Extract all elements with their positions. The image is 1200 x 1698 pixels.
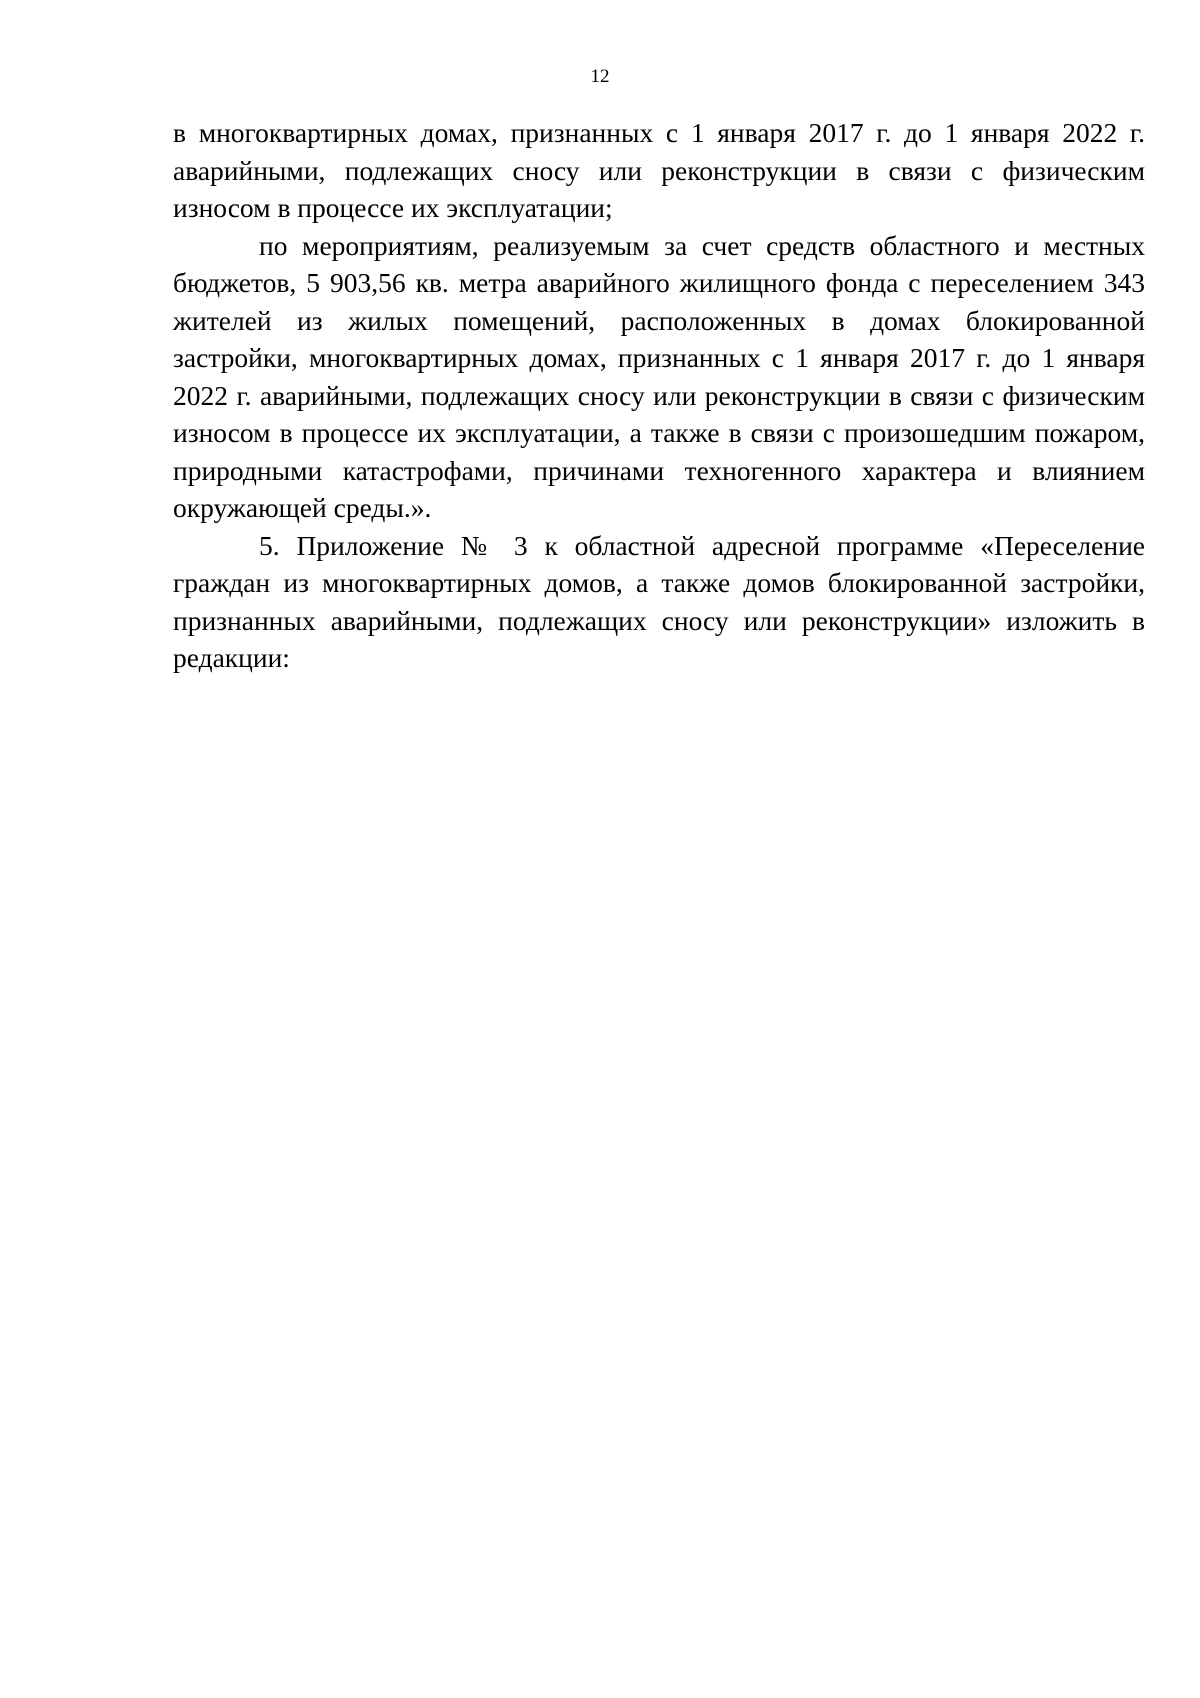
document-body [173,114,1145,677]
paragraph-regional-local-budget-measures: по мероприятиям, реализуемым за счет средств областного и местных бюджетов, 5 903,56 кв. метра аварийного жилищного фонда с переселением 343 жителей из жилых помещений, расположенных в домах блокированной застройки, многоквартирных домах, признанных с 1 января 2017 г. до 1 января 2022 г. аварийными, подлежащих сносу или реконструкции в связи с физическим износом в процессе их эксплуатации, а также в связи с произошедшим пожаром, природными катастрофами, причинами техногенного характера и влиянием окружающей среды.». [173,229,1145,523]
paragraph-continuation: в многоквартирных домах, признанных с 1 января 2017 г. до 1 января 2022 г. аварийными, подлежащих сносу или реконструкции в связи с физическим износом в процессе их эксплуатации; [173,117,1145,223]
paragraph-item-5-appendix-3: 5. Приложение № 3 к областной адресной программе «Переселение граждан из многоквартирных домов, а также домов блокированной застройки, признанных аварийными, подлежащих сносу или реконструкции» изложить в редакции: [173,529,1145,673]
page-number: 12 [590,66,610,87]
